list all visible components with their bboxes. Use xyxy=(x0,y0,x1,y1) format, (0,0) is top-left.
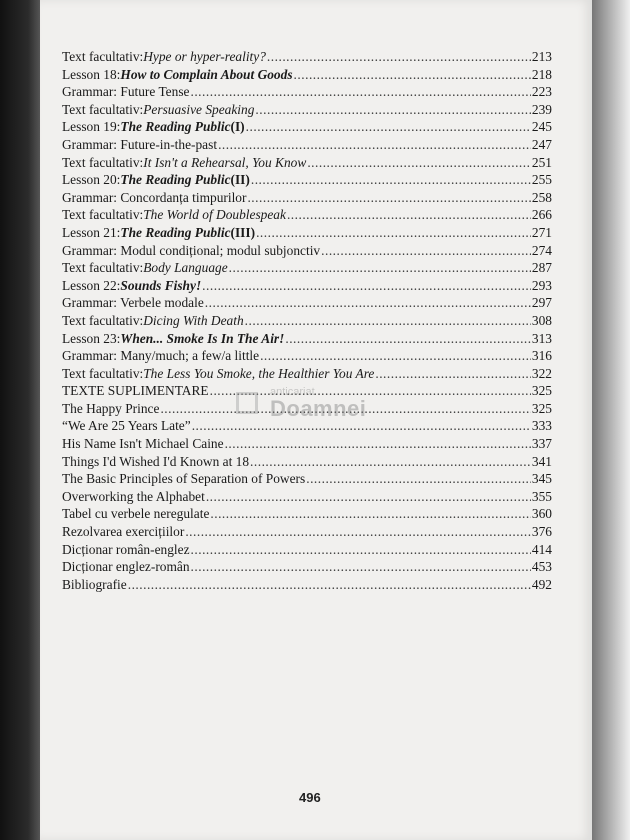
watermark-logo-icon xyxy=(236,392,258,414)
dot-leader xyxy=(245,312,531,330)
toc-entry-page: 322 xyxy=(531,365,552,381)
bleed-through-text xyxy=(118,598,538,768)
dot-leader xyxy=(202,277,531,295)
dot-leader xyxy=(229,259,531,277)
toc-entry xyxy=(62,136,552,154)
toc-entry-title: The Reading Public xyxy=(120,172,231,188)
dot-leader xyxy=(250,453,531,471)
dot-leader xyxy=(375,365,531,383)
toc-entry xyxy=(62,330,552,348)
toc-entry-label: Tabel cu verbele neregulate xyxy=(62,506,210,522)
toc-entry-title: Sounds Fishy! xyxy=(120,277,202,293)
table-of-contents xyxy=(62,48,552,593)
toc-entry xyxy=(62,83,552,101)
toc-entry-label: Dicționar englez-român xyxy=(62,559,190,575)
toc-entry-label: Dicționar român-englez xyxy=(62,541,190,557)
dot-leader xyxy=(128,576,531,594)
toc-entry xyxy=(62,66,552,84)
watermark xyxy=(236,382,396,430)
toc-entry-title: The World of Doublespeak xyxy=(143,207,286,223)
dot-leader xyxy=(206,488,531,506)
toc-entry-title: It Isn't a Rehearsal, You Know xyxy=(143,154,307,170)
dot-leader xyxy=(267,48,531,66)
toc-entry-page: 355 xyxy=(531,488,552,504)
toc-entry-label: TEXTE SUPLIMENTARE xyxy=(62,383,209,399)
toc-entry-page: 414 xyxy=(531,541,552,557)
toc-entry-title: The Less You Smoke, the Healthier You Are xyxy=(143,365,375,381)
toc-entry-title: Body Language xyxy=(143,260,228,276)
dot-leader xyxy=(260,347,531,365)
toc-entry-page: 453 xyxy=(531,559,552,575)
toc-entry xyxy=(62,118,552,136)
toc-entry-label: Overworking the Alphabet xyxy=(62,488,205,504)
dot-leader xyxy=(321,242,531,260)
toc-entry xyxy=(62,224,552,242)
toc-entry-page: 313 xyxy=(531,330,552,346)
toc-entry-title: Hype or hyper-reality? xyxy=(143,49,266,64)
toc-entry-page: 213 xyxy=(531,49,552,64)
toc-entry-label: Grammar: Future Tense xyxy=(62,84,190,100)
toc-entry xyxy=(62,365,552,383)
toc-entry-page: 376 xyxy=(531,524,552,540)
toc-entry xyxy=(62,453,552,471)
toc-entry-title: The Reading Public xyxy=(120,119,231,135)
toc-entry-label: Text facultativ: xyxy=(62,312,144,328)
toc-entry-page: 255 xyxy=(531,172,552,188)
toc-entry-page: 297 xyxy=(531,295,552,311)
toc-entry-label: The Basic Principles of Separation of Powers xyxy=(62,471,306,487)
toc-entry xyxy=(62,171,552,189)
toc-entry-page: 337 xyxy=(531,436,552,452)
toc-entry-title: How to Complain About Goods xyxy=(120,66,293,82)
dot-leader xyxy=(306,470,531,488)
toc-entry xyxy=(62,242,552,260)
toc-entry xyxy=(62,259,552,277)
dot-leader xyxy=(205,294,531,312)
toc-entry xyxy=(62,435,552,453)
toc-entry-page: 325 xyxy=(531,383,552,399)
toc-entry-page: 258 xyxy=(531,189,552,205)
dot-leader xyxy=(251,171,531,189)
toc-entry-page: 293 xyxy=(531,277,552,293)
toc-entry-page: 308 xyxy=(531,312,552,328)
toc-entry xyxy=(62,48,552,66)
toc-entry-page: 266 xyxy=(531,207,552,223)
toc-entry-title: Dicing With Death xyxy=(143,312,244,328)
toc-entry-label: His Name Isn't Michael Caine xyxy=(62,436,224,452)
toc-entry-label: Text facultativ: xyxy=(62,49,144,64)
toc-entry-label: Lesson 18: xyxy=(62,66,121,82)
toc-entry-label: Grammar: Future-in-the-past xyxy=(62,136,218,152)
toc-entry-label: The Happy Prince xyxy=(62,400,160,416)
dot-leader xyxy=(256,224,531,242)
dot-leader xyxy=(190,83,530,101)
toc-entry-label: Rezolvarea exercițiilor xyxy=(62,524,185,540)
toc-entry xyxy=(62,189,552,207)
dot-leader xyxy=(255,101,530,119)
toc-entry-label: Bibliografie xyxy=(62,576,127,592)
dot-leader xyxy=(247,189,530,207)
toc-entry-page: 271 xyxy=(531,224,552,240)
dot-leader xyxy=(285,330,531,348)
toc-entry-page: 325 xyxy=(531,400,552,416)
dot-leader xyxy=(185,523,531,541)
dot-leader xyxy=(218,136,531,154)
toc-entry-part: (III) xyxy=(230,224,256,240)
toc-entry-page: 341 xyxy=(531,453,552,469)
dot-leader xyxy=(191,558,531,576)
toc-entry xyxy=(62,101,552,119)
dot-leader xyxy=(225,435,531,453)
watermark-small-text: anticariat xyxy=(270,386,315,398)
toc-entry-page: 218 xyxy=(531,66,552,82)
toc-entry-label: Text facultativ: xyxy=(62,154,144,170)
dot-leader xyxy=(246,118,531,136)
toc-entry-page: 223 xyxy=(531,84,552,100)
toc-entry-part: (II) xyxy=(230,172,250,188)
toc-entry-label: Text facultativ: xyxy=(62,365,144,381)
dot-leader xyxy=(307,154,531,172)
toc-entry-page: 360 xyxy=(531,506,552,522)
book-spine-shadow xyxy=(0,0,40,840)
dot-leader xyxy=(287,206,531,224)
toc-entry-label: Text facultativ: xyxy=(62,101,144,117)
dot-leader xyxy=(294,66,531,84)
toc-entry xyxy=(62,206,552,224)
toc-entry-page: 345 xyxy=(531,471,552,487)
toc-entry-page: 239 xyxy=(531,101,552,117)
toc-entry xyxy=(62,277,552,295)
toc-entry-label: Lesson 23: xyxy=(62,330,121,346)
toc-entry-label: “We Are 25 Years Late” xyxy=(62,418,191,434)
page-edge xyxy=(592,0,630,840)
toc-entry-label: Grammar: Verbele modale xyxy=(62,295,204,311)
toc-entry-label: Grammar: Modul condițional; modul subjonctiv xyxy=(62,242,321,258)
toc-entry-page: 274 xyxy=(531,242,552,258)
toc-entry-label: Lesson 20: xyxy=(62,172,121,188)
toc-entry-title: When... Smoke Is In The Air! xyxy=(120,330,285,346)
toc-entry-page: 251 xyxy=(531,154,552,170)
toc-entry-label: Text facultativ: xyxy=(62,260,144,276)
toc-entry-label: Lesson 21: xyxy=(62,224,121,240)
toc-entry xyxy=(62,294,552,312)
toc-entry-label: Grammar: Many/much; a few/a little xyxy=(62,348,260,364)
toc-entry-page: 492 xyxy=(531,576,552,592)
toc-entry-label: Lesson 22: xyxy=(62,277,121,293)
toc-entry xyxy=(62,541,552,559)
toc-entry-page: 247 xyxy=(531,136,552,152)
toc-entry-label: Lesson 19: xyxy=(62,119,121,135)
toc-entry-part: (I) xyxy=(230,119,245,135)
toc-entry xyxy=(62,523,552,541)
toc-entry xyxy=(62,347,552,365)
toc-entry-title: Persuasive Speaking xyxy=(143,101,255,117)
toc-entry xyxy=(62,576,552,594)
toc-entry-page: 245 xyxy=(531,119,552,135)
toc-entry xyxy=(62,154,552,172)
toc-entry-label: Grammar: Concordanța timpurilor xyxy=(62,189,247,205)
toc-entry xyxy=(62,558,552,576)
toc-entry xyxy=(62,312,552,330)
page-number: 496 xyxy=(299,790,321,805)
toc-entry-title: The Reading Public xyxy=(120,224,231,240)
toc-entry-page: 316 xyxy=(531,348,552,364)
watermark-big-text: Doamnei xyxy=(270,396,367,421)
toc-entry-page: 287 xyxy=(531,260,552,276)
toc-entry-label: Text facultativ: xyxy=(62,207,144,223)
toc-entry xyxy=(62,505,552,523)
toc-entry xyxy=(62,470,552,488)
dot-leader xyxy=(210,505,531,523)
toc-entry-label: Things I'd Wished I'd Known at 18 xyxy=(62,453,250,469)
dot-leader xyxy=(191,541,531,559)
toc-entry xyxy=(62,488,552,506)
toc-entry-page: 333 xyxy=(531,418,552,434)
